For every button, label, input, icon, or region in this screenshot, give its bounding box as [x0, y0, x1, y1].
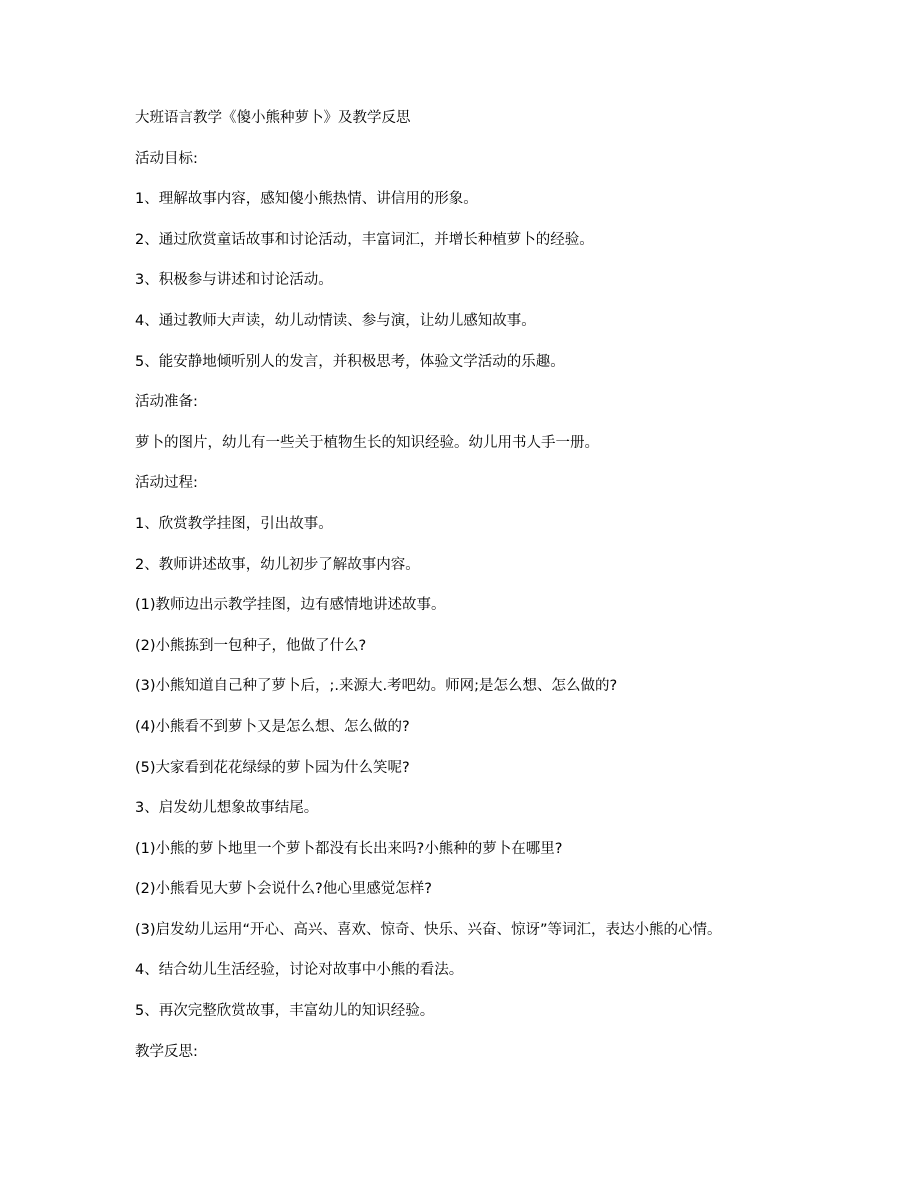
section-heading-objectives: 活动目标:	[135, 150, 198, 167]
document-title: 大班语言教学《傻小熊种萝卜》及教学反思	[135, 110, 411, 126]
paragraph-line: 5、再次完整欣赏故事，丰富幼儿的知识经验。	[135, 1003, 435, 1020]
paragraph-line: 2、通过欣赏童话故事和讨论活动，丰富词汇，并增长种植萝卜的经验。	[135, 231, 594, 248]
paragraph-line: (1)教师边出示教学挂图，边有感情地讲述故事。	[135, 597, 446, 614]
paragraph-line: (4)小熊看不到萝卜又是怎么想、怎么做的?	[135, 718, 410, 735]
paragraph-line: 4、通过教师大声读，幼儿动情读、参与演，让幼儿感知故事。	[135, 312, 536, 329]
paragraph-line: (1)小熊的萝卜地里一个萝卜都没有长出来吗?小熊种的萝卜在哪里?	[135, 840, 563, 857]
paragraph-line: (3)启发幼儿运用“开心、高兴、喜欢、惊奇、快乐、兴奋、惊讶”等词汇，表达小熊的心情。	[135, 921, 722, 938]
paragraph-line: 3、积极参与讲述和讨论活动。	[135, 272, 333, 289]
paragraph-line: (2)小熊拣到一包种子，他做了什么?	[135, 637, 367, 654]
paragraph-line: (3)小熊知道自己种了萝卜后，;.来源大.考吧幼。师网;是怎么想、怎么做的?	[135, 678, 618, 695]
paragraph-line: 5、能安静地倾听别人的发言，并积极思考，体验文学活动的乐趣。	[135, 353, 565, 370]
paragraph-line: (2)小熊看见大萝卜会说什么?他心里感觉怎样?	[135, 881, 432, 898]
document-body	[135, 104, 895, 1078]
paragraph-line: (5)大家看到花花绿绿的萝卜园为什么笑呢?	[135, 759, 410, 776]
section-heading-preparation: 活动准备:	[135, 394, 198, 411]
paragraph-line: 萝卜的图片，幼儿有一些关于植物生长的知识经验。幼儿用书人手一册。	[135, 434, 599, 451]
section-heading-process: 活动过程:	[135, 475, 198, 492]
paragraph-line: 2、教师讲述故事，幼儿初步了解故事内容。	[135, 556, 420, 573]
paragraph-line: 3、启发幼儿想象故事结尾。	[135, 800, 319, 817]
paragraph-line: 1、理解故事内容，感知傻小熊热情、讲信用的形象。	[135, 191, 478, 208]
paragraph-line: 4、结合幼儿生活经验，讨论对故事中小熊的看法。	[135, 962, 464, 979]
section-heading-reflection: 教学反思:	[135, 1043, 198, 1060]
paragraph-line: 1、欣赏教学挂图，引出故事。	[135, 515, 333, 532]
